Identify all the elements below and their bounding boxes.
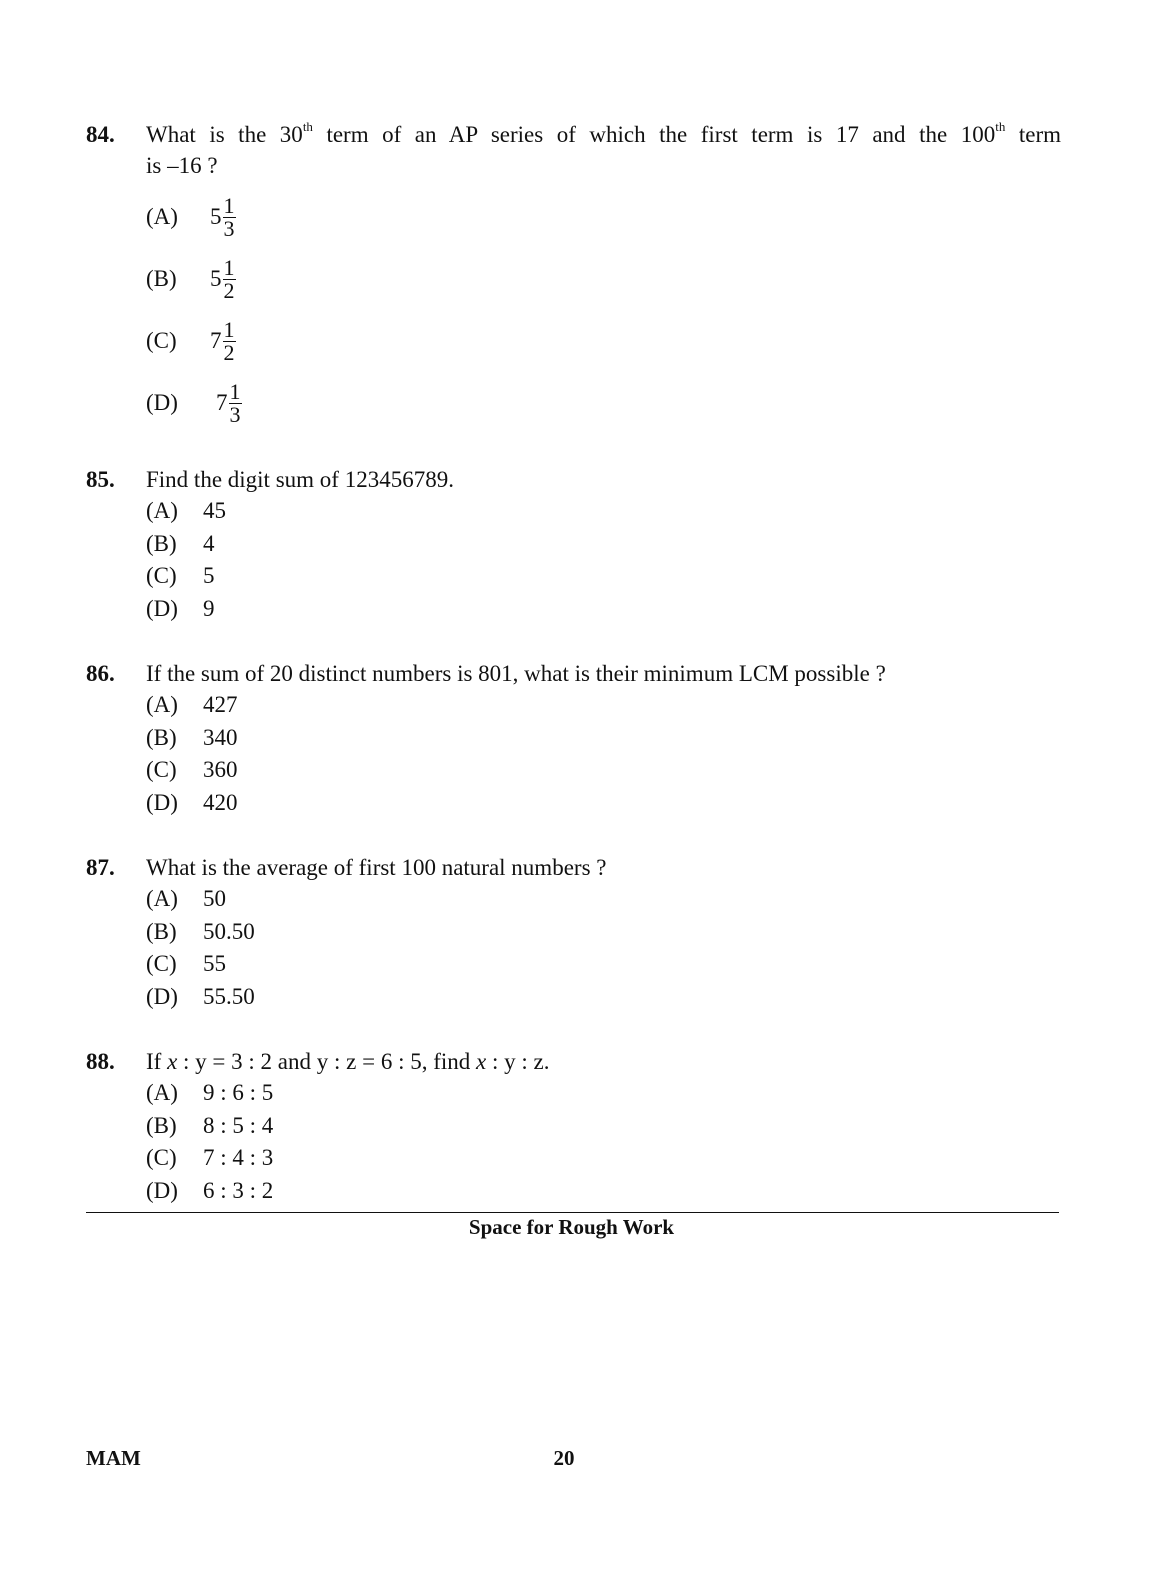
option-label: (A) <box>146 886 178 912</box>
option-value: 55.50 <box>203 983 255 1009</box>
option-label: (D) <box>146 1177 178 1203</box>
page-number: 20 <box>553 1446 575 1470</box>
question-text: If x : y = 3 : 2 and y : z = 6 : 5, find x : y : z. <box>146 1049 550 1074</box>
options <box>146 186 1061 434</box>
footer-code: MAM <box>86 1446 141 1470</box>
option-c[interactable] <box>146 948 1061 981</box>
option-b[interactable] <box>146 1110 1061 1143</box>
option-d[interactable] <box>146 1175 1061 1208</box>
question-number: 87. <box>86 855 115 880</box>
option-label: (D) <box>146 789 178 815</box>
options <box>146 883 1061 1013</box>
option-a[interactable] <box>146 689 1061 722</box>
option-label: (B) <box>146 1112 177 1138</box>
option-c[interactable] <box>146 1142 1061 1175</box>
option-d[interactable] <box>146 593 1061 626</box>
question-number: 88. <box>86 1049 115 1074</box>
mixed-fraction: 7 $\frac{1}{3}$ <box>216 378 241 427</box>
question-86-header <box>86 660 1061 688</box>
option-d[interactable] <box>146 372 1061 434</box>
option-value: 50.50 <box>203 918 255 944</box>
divider <box>86 1212 1059 1213</box>
option-b[interactable] <box>146 722 1061 755</box>
option-label: (D) <box>146 390 178 415</box>
question-84-header <box>86 121 1061 180</box>
option-d[interactable] <box>146 787 1061 820</box>
option-c[interactable] <box>146 560 1061 593</box>
option-b[interactable] <box>146 916 1061 949</box>
option-value: 9 : 6 : 5 <box>203 1080 274 1106</box>
option-b[interactable] <box>146 528 1061 561</box>
question-88-header <box>86 1048 1061 1076</box>
option-label: (C) <box>146 757 177 783</box>
option-label: (B) <box>146 530 177 556</box>
option-label: (A) <box>146 692 178 718</box>
option-label: (B) <box>146 724 177 750</box>
option-a[interactable] <box>146 1077 1061 1110</box>
option-label: (A) <box>146 204 178 229</box>
option-label: (B) <box>146 266 177 291</box>
mixed-fraction: 7 $\frac{1}{2}$ <box>210 316 235 365</box>
option-label: (D) <box>146 595 178 621</box>
options <box>146 495 1061 625</box>
mixed-fraction: 5 $\frac{1}{3}$ <box>210 192 235 241</box>
question-87 <box>86 854 1061 1013</box>
option-b[interactable] <box>146 248 1061 310</box>
option-value: 5 <box>203 563 215 589</box>
option-value: 420 <box>203 789 238 815</box>
option-a[interactable] <box>146 186 1061 248</box>
option-value: 9 <box>203 595 215 621</box>
question-84 <box>86 121 1061 434</box>
question-text: If the sum of 20 distinct numbers is 801, what is their minimum LCM possible ? <box>146 661 886 686</box>
option-value: 427 <box>203 692 238 718</box>
option-value: 360 <box>203 757 238 783</box>
question-86 <box>86 660 1061 819</box>
options <box>146 1077 1061 1207</box>
option-value: 6 : 3 : 2 <box>203 1177 274 1203</box>
option-c[interactable] <box>146 754 1061 787</box>
options <box>146 689 1061 819</box>
option-value: 7 : 4 : 3 <box>203 1145 274 1171</box>
option-label: (C) <box>146 1145 177 1171</box>
option-c[interactable] <box>146 310 1061 372</box>
option-value: 45 <box>203 498 226 524</box>
option-label: (C) <box>146 951 177 977</box>
question-text: Find the digit sum of 123456789. <box>146 467 454 492</box>
question-text: What is the 30th term of an AP series of which the first term is 17 and the 100th term <box>146 119 1061 147</box>
rough-work-label: Space for Rough Work <box>468 1215 675 1239</box>
question-88 <box>86 1048 1061 1207</box>
option-value: 4 <box>203 530 215 556</box>
option-value: 8 : 5 : 4 <box>203 1112 274 1138</box>
question-85 <box>86 466 1061 625</box>
option-a[interactable] <box>146 495 1061 528</box>
option-value: 50 <box>203 886 226 912</box>
option-value: 340 <box>203 724 238 750</box>
option-d[interactable] <box>146 981 1061 1014</box>
question-text-line2: is –16 ? <box>146 153 218 178</box>
mixed-fraction: 5 $\frac{1}{2}$ <box>210 254 235 303</box>
option-label: (C) <box>146 563 177 589</box>
question-number: 85. <box>86 467 115 492</box>
question-number: 84. <box>86 122 115 147</box>
option-label: (D) <box>146 983 178 1009</box>
option-value: 55 <box>203 951 226 977</box>
option-label: (C) <box>146 328 177 353</box>
option-a[interactable] <box>146 883 1061 916</box>
question-85-header <box>86 466 1061 494</box>
question-number: 86. <box>86 661 115 686</box>
option-label: (B) <box>146 918 177 944</box>
question-87-header <box>86 854 1061 882</box>
option-label: (A) <box>146 1080 178 1106</box>
option-label: (A) <box>146 498 178 524</box>
question-text: What is the average of first 100 natural numbers ? <box>146 855 607 880</box>
